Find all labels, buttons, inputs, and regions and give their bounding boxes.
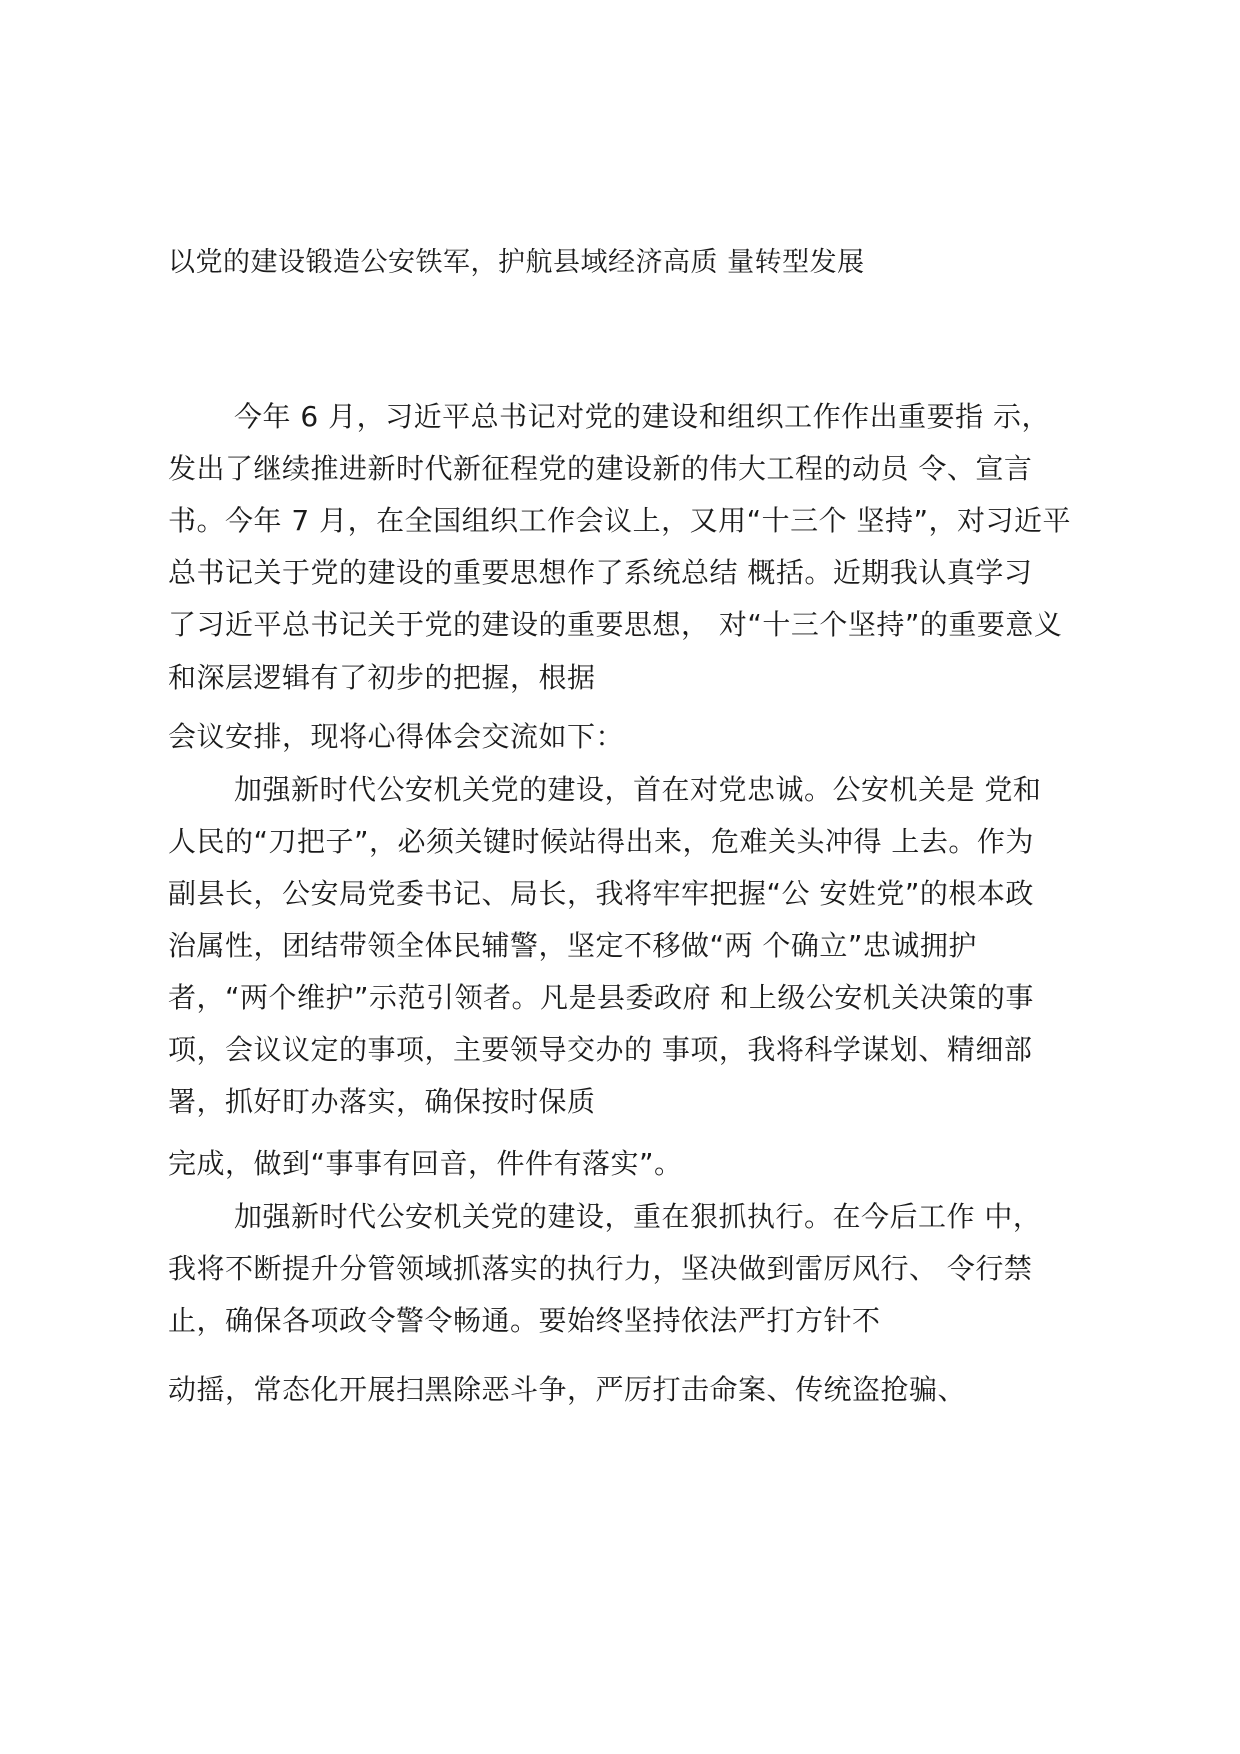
paragraph-2-line-4: 治属性，团结带领全体民辅警，坚定不移做“两 个确立”忠诚拥护 <box>168 929 977 962</box>
paragraph-1-line-3: 书。今年 7 月，在全国组织工作会议上，又用“十三个 坚持”，对习近平 <box>168 504 1072 537</box>
paragraph-2-line-1: 加强新时代公安机关党的建设，首在对党忠诚。公安机关是 党和 <box>234 773 1042 806</box>
paragraph-3-line-4: 动摇，常态化开展扫黑除恶斗争，严厉打击命案、传统盗抢骗、 <box>168 1373 967 1406</box>
paragraph-1-line-5: 了习近平总书记关于党的建设的重要思想， 对“十三个坚持”的重要意义 <box>168 608 1063 641</box>
paragraph-1-line-1: 今年 6 月，习近平总书记对党的建设和组织工作作出重要指 示， <box>234 400 1051 433</box>
paragraph-2-line-7: 署，抓好盯办落实，确保按时保质 <box>168 1085 596 1118</box>
paragraph-1-line-4: 总书记关于党的建设的重要思想作了系统总结 概括。近期我认真学习 <box>168 556 1033 589</box>
paragraph-3-line-2: 我将不断提升分管领域抓落实的执行力，坚决做到雷厉风行、 令行禁 <box>168 1252 1033 1285</box>
paragraph-2-line-3: 副县长，公安局党委书记、局长，我将牢牢把握“公 安姓党”的根本政 <box>168 877 1034 910</box>
document-title: 以党的建设锻造公安铁军，护航县域经济高质 量转型发展 <box>168 247 865 278</box>
paragraph-2-line-5: 者，“两个维护”示范引领者。凡是县委政府 和上级公安机关决策的事 <box>168 981 1034 1014</box>
paragraph-2-line-2: 人民的“刀把子”，必须关键时候站得出来，危难关头冲得 上去。作为 <box>168 825 1034 858</box>
paragraph-1-line-6: 和深层逻辑有了初步的把握，根据 <box>168 661 596 694</box>
paragraph-2-line-6: 项，会议议定的事项，主要领导交办的 事项，我将科学谋划、精细部 <box>168 1033 1033 1066</box>
paragraph-2-line-8: 完成，做到“事事有回音，件件有落实”。 <box>168 1147 683 1180</box>
paragraph-3-line-1: 加强新时代公安机关党的建设，重在狠抓执行。在今后工作 中， <box>234 1200 1042 1233</box>
paragraph-1-line-7: 会议安排，现将心得体会交流如下： <box>168 720 625 753</box>
paragraph-1-line-2: 发出了继续推进新时代新征程党的建设新的伟大工程的动员 令、宣言 <box>168 452 1033 485</box>
paragraph-3-line-3: 止，确保各项政令警令畅通。要始终坚持依法严打方针不 <box>168 1304 881 1337</box>
